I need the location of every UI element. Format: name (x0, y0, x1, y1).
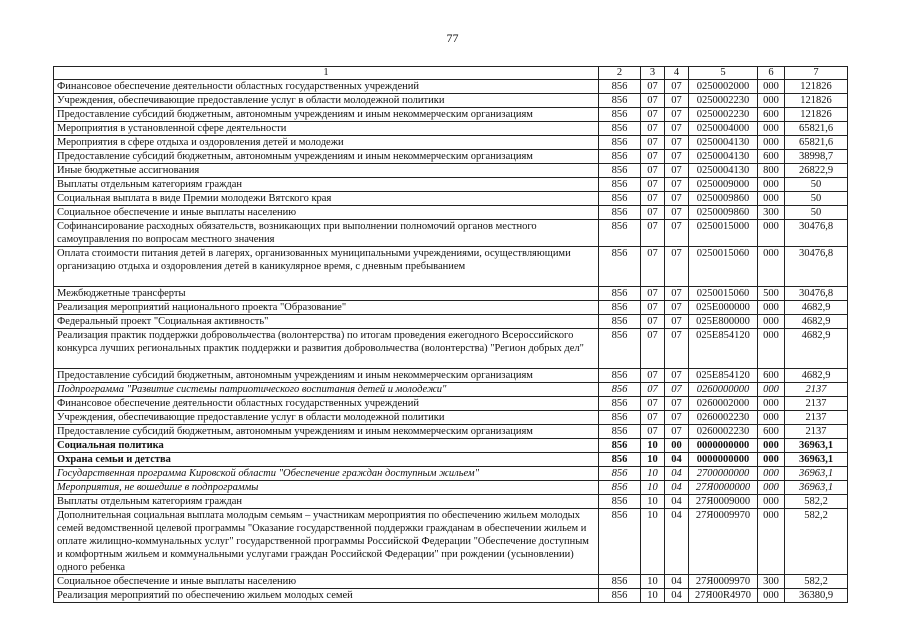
table-row (54, 122, 848, 136)
row-expense-type: 000 (758, 315, 785, 329)
table-row (54, 108, 848, 122)
row-expense-type: 000 (758, 589, 785, 603)
header-cell: 2 (599, 67, 641, 80)
header-cell: 1 (54, 67, 599, 80)
row-section: 07 (641, 178, 665, 192)
row-target-code: 0250004130 (689, 136, 758, 150)
row-subsection: 07 (665, 369, 689, 383)
row-expense-type: 600 (758, 150, 785, 164)
row-expense-type: 000 (758, 136, 785, 150)
row-amount: 36963,1 (785, 453, 848, 467)
page-number: 77 (446, 31, 459, 45)
row-amount: 30476,8 (785, 247, 848, 287)
table-row (54, 150, 848, 164)
row-name: Социальное обеспечение и иные выплаты населению (54, 206, 599, 220)
table-row (54, 220, 848, 247)
row-amount: 30476,8 (785, 220, 848, 247)
row-ved: 856 (599, 220, 641, 247)
row-section: 07 (641, 425, 665, 439)
row-ved: 856 (599, 397, 641, 411)
row-target-code: 0250004130 (689, 150, 758, 164)
row-amount: 4682,9 (785, 329, 848, 369)
row-expense-type: 300 (758, 575, 785, 589)
row-target-code: 27Я0000000 (689, 481, 758, 495)
row-amount: 582,2 (785, 575, 848, 589)
row-name: Учреждения, обеспечивающие предоставление услуг в области молодежной политики (54, 94, 599, 108)
row-section: 10 (641, 439, 665, 453)
row-target-code: 27Я0009000 (689, 495, 758, 509)
row-ved: 856 (599, 206, 641, 220)
row-target-code: 025E000000 (689, 301, 758, 315)
row-section: 10 (641, 575, 665, 589)
row-subsection: 07 (665, 192, 689, 206)
row-amount: 2137 (785, 397, 848, 411)
row-expense-type: 000 (758, 481, 785, 495)
row-section: 07 (641, 397, 665, 411)
row-ved: 856 (599, 509, 641, 575)
row-expense-type: 800 (758, 164, 785, 178)
row-amount: 50 (785, 178, 848, 192)
row-name: Социальная политика (54, 439, 599, 453)
row-name: Подпрограмма "Развитие системы патриотического воспитания детей и молодежи" (54, 383, 599, 397)
table-row (54, 247, 848, 287)
row-subsection: 07 (665, 122, 689, 136)
row-subsection: 04 (665, 575, 689, 589)
row-subsection: 07 (665, 206, 689, 220)
row-amount: 36963,1 (785, 467, 848, 481)
row-expense-type: 000 (758, 178, 785, 192)
row-ved: 856 (599, 164, 641, 178)
row-section: 07 (641, 136, 665, 150)
row-expense-type: 000 (758, 467, 785, 481)
row-name: Государственная программа Кировской области "Обеспечение граждан доступным жильем" (54, 467, 599, 481)
row-target-code: 0250009000 (689, 178, 758, 192)
row-amount: 50 (785, 192, 848, 206)
table-row (54, 369, 848, 383)
row-subsection: 00 (665, 439, 689, 453)
row-subsection: 04 (665, 453, 689, 467)
row-subsection: 07 (665, 80, 689, 94)
row-section: 07 (641, 301, 665, 315)
row-section: 07 (641, 206, 665, 220)
row-amount: 26822,9 (785, 164, 848, 178)
row-subsection: 07 (665, 94, 689, 108)
row-target-code: 0250009860 (689, 192, 758, 206)
row-amount: 121826 (785, 108, 848, 122)
row-amount: 2137 (785, 411, 848, 425)
row-section: 07 (641, 192, 665, 206)
header-cell: 4 (665, 67, 689, 80)
row-subsection: 07 (665, 164, 689, 178)
row-name: Иные бюджетные ассигнования (54, 164, 599, 178)
row-ved: 856 (599, 439, 641, 453)
row-expense-type: 000 (758, 397, 785, 411)
row-ved: 856 (599, 369, 641, 383)
row-section: 07 (641, 383, 665, 397)
row-name: Мероприятия в установленной сфере деятельности (54, 122, 599, 136)
row-name: Социальное обеспечение и иные выплаты населению (54, 575, 599, 589)
row-subsection: 07 (665, 397, 689, 411)
row-ved: 856 (599, 94, 641, 108)
row-target-code: 025E800000 (689, 315, 758, 329)
row-expense-type: 000 (758, 220, 785, 247)
row-subsection: 07 (665, 150, 689, 164)
row-target-code: 0000000000 (689, 439, 758, 453)
table-row (54, 575, 848, 589)
row-section: 07 (641, 287, 665, 301)
row-expense-type: 000 (758, 192, 785, 206)
row-name: Оплата стоимости питания детей в лагерях, организованных муниципальными учреждениями, осуществляющими организацию отдыха и оздоровления детей в каникулярное время, с дневным пребыванием (54, 247, 599, 287)
row-name: Финансовое обеспечение деятельности областных государственных учреждений (54, 80, 599, 94)
row-section: 10 (641, 467, 665, 481)
row-amount: 36963,1 (785, 439, 848, 453)
row-ved: 856 (599, 453, 641, 467)
row-section: 07 (641, 247, 665, 287)
header-cell: 3 (641, 67, 665, 80)
table-row (54, 136, 848, 150)
row-name: Предоставление субсидий бюджетным, автономным учреждениям и иным некоммерческим организациям (54, 108, 599, 122)
row-target-code: 0260002000 (689, 397, 758, 411)
row-section: 10 (641, 589, 665, 603)
row-expense-type: 000 (758, 94, 785, 108)
row-expense-type: 000 (758, 80, 785, 94)
row-section: 07 (641, 94, 665, 108)
row-ved: 856 (599, 80, 641, 94)
row-name: Реализация мероприятий национального проекта "Образование" (54, 301, 599, 315)
row-subsection: 07 (665, 329, 689, 369)
row-subsection: 04 (665, 495, 689, 509)
table-row (54, 509, 848, 575)
table-row (54, 315, 848, 329)
row-expense-type: 000 (758, 411, 785, 425)
row-target-code: 2700000000 (689, 467, 758, 481)
row-section: 07 (641, 369, 665, 383)
row-section: 07 (641, 108, 665, 122)
row-ved: 856 (599, 575, 641, 589)
row-amount: 50 (785, 206, 848, 220)
row-name: Мероприятия в сфере отдыха и оздоровления детей и молодежи (54, 136, 599, 150)
table-row (54, 206, 848, 220)
row-expense-type: 600 (758, 369, 785, 383)
row-amount: 582,2 (785, 495, 848, 509)
row-section: 07 (641, 80, 665, 94)
budget-table (53, 66, 848, 603)
row-ved: 856 (599, 178, 641, 192)
row-ved: 856 (599, 315, 641, 329)
row-ved: 856 (599, 247, 641, 287)
row-ved: 856 (599, 383, 641, 397)
row-name: Предоставление субсидий бюджетным, автономным учреждениям и иным некоммерческим организациям (54, 369, 599, 383)
row-amount: 36380,9 (785, 589, 848, 603)
row-expense-type: 000 (758, 301, 785, 315)
row-target-code: 0260000000 (689, 383, 758, 397)
row-amount: 38998,7 (785, 150, 848, 164)
table-row (54, 453, 848, 467)
row-section: 10 (641, 495, 665, 509)
table-row (54, 481, 848, 495)
row-target-code: 0250004130 (689, 164, 758, 178)
row-ved: 856 (599, 589, 641, 603)
row-target-code: 0250002230 (689, 94, 758, 108)
table-row (54, 329, 848, 369)
row-ved: 856 (599, 301, 641, 315)
row-expense-type: 000 (758, 509, 785, 575)
row-amount: 30476,8 (785, 287, 848, 301)
row-subsection: 07 (665, 136, 689, 150)
row-target-code: 0250002000 (689, 80, 758, 94)
row-section: 07 (641, 122, 665, 136)
row-amount: 2137 (785, 425, 848, 439)
row-amount: 4682,9 (785, 315, 848, 329)
row-name: Реализация мероприятий по обеспечению жильем молодых семей (54, 589, 599, 603)
row-amount: 36963,1 (785, 481, 848, 495)
row-target-code: 0250015000 (689, 220, 758, 247)
row-subsection: 07 (665, 287, 689, 301)
row-target-code: 0260002230 (689, 425, 758, 439)
row-target-code: 27Я00R4970 (689, 589, 758, 603)
row-ved: 856 (599, 122, 641, 136)
row-subsection: 07 (665, 220, 689, 247)
row-expense-type: 600 (758, 108, 785, 122)
table-row (54, 467, 848, 481)
row-subsection: 04 (665, 467, 689, 481)
row-name: Выплаты отдельным категориям граждан (54, 495, 599, 509)
row-ved: 856 (599, 495, 641, 509)
row-name: Охрана семьи и детства (54, 453, 599, 467)
row-target-code: 025E854120 (689, 369, 758, 383)
row-target-code: 0250015060 (689, 287, 758, 301)
row-name: Учреждения, обеспечивающие предоставление услуг в области молодежной политики (54, 411, 599, 425)
row-amount: 4682,9 (785, 301, 848, 315)
row-subsection: 07 (665, 411, 689, 425)
table-row (54, 589, 848, 603)
row-expense-type: 000 (758, 383, 785, 397)
row-ved: 856 (599, 329, 641, 369)
row-amount: 65821,6 (785, 122, 848, 136)
row-ved: 856 (599, 192, 641, 206)
row-subsection: 04 (665, 509, 689, 575)
row-target-code: 0260002230 (689, 411, 758, 425)
row-subsection: 07 (665, 247, 689, 287)
row-subsection: 07 (665, 425, 689, 439)
row-subsection: 04 (665, 589, 689, 603)
row-ved: 856 (599, 425, 641, 439)
row-target-code: 27Я0009970 (689, 575, 758, 589)
row-amount: 4682,9 (785, 369, 848, 383)
row-name: Дополнительная социальная выплата молодым семьям – участникам мероприятия по обеспечению жильем молодых семей ведомственной целевой программы "Оказание государственной поддержки гражданам в обеспечении жильем и оплате жилищно-коммунальных услуг" государственной программы Российской Федерации "Обеспечение доступным и комфортным жильем и коммунальными услугами граждан Российской Федерации" при рождении (усыновлении) одного ребенка (54, 509, 599, 575)
table-row (54, 411, 848, 425)
row-name: Федеральный проект "Социальная активность" (54, 315, 599, 329)
row-subsection: 07 (665, 178, 689, 192)
row-name: Предоставление субсидий бюджетным, автономным учреждениям и иным некоммерческим организациям (54, 150, 599, 164)
row-subsection: 07 (665, 383, 689, 397)
row-ved: 856 (599, 287, 641, 301)
row-target-code: 0250015060 (689, 247, 758, 287)
row-expense-type: 000 (758, 439, 785, 453)
row-subsection: 04 (665, 481, 689, 495)
table-row (54, 439, 848, 453)
row-ved: 856 (599, 136, 641, 150)
header-cell: 6 (758, 67, 785, 80)
row-amount: 121826 (785, 94, 848, 108)
row-subsection: 07 (665, 108, 689, 122)
row-section: 10 (641, 481, 665, 495)
row-section: 10 (641, 453, 665, 467)
row-expense-type: 600 (758, 425, 785, 439)
row-expense-type: 000 (758, 247, 785, 287)
row-subsection: 07 (665, 315, 689, 329)
table-row (54, 425, 848, 439)
row-name: Выплаты отдельным категориям граждан (54, 178, 599, 192)
row-ved: 856 (599, 150, 641, 164)
header-cell: 7 (785, 67, 848, 80)
row-amount: 121826 (785, 80, 848, 94)
row-section: 07 (641, 150, 665, 164)
row-target-code: 0000000000 (689, 453, 758, 467)
table-row (54, 495, 848, 509)
header-row (54, 67, 848, 80)
row-target-code: 27Я0009970 (689, 509, 758, 575)
row-section: 07 (641, 329, 665, 369)
row-section: 10 (641, 509, 665, 575)
row-ved: 856 (599, 108, 641, 122)
table-row (54, 178, 848, 192)
row-ved: 856 (599, 467, 641, 481)
table-row (54, 383, 848, 397)
row-section: 07 (641, 164, 665, 178)
row-ved: 856 (599, 411, 641, 425)
table-row (54, 164, 848, 178)
table-row (54, 94, 848, 108)
row-name: Предоставление субсидий бюджетным, автономным учреждениям и иным некоммерческим организациям (54, 425, 599, 439)
row-target-code: 025E854120 (689, 329, 758, 369)
row-name: Межбюджетные трансферты (54, 287, 599, 301)
row-name: Софинансирование расходных обязательств, возникающих при выполнении полномочий органов местного самоуправления по вопросам местного значения (54, 220, 599, 247)
row-expense-type: 000 (758, 122, 785, 136)
row-amount: 582,2 (785, 509, 848, 575)
table-row (54, 301, 848, 315)
row-ved: 856 (599, 481, 641, 495)
table-row (54, 287, 848, 301)
row-name: Мероприятия, не вошедшие в подпрограммы (54, 481, 599, 495)
row-target-code: 0250004000 (689, 122, 758, 136)
row-section: 07 (641, 411, 665, 425)
row-expense-type: 000 (758, 329, 785, 369)
row-section: 07 (641, 220, 665, 247)
row-name: Социальная выплата в виде Премии молодежи Вятского края (54, 192, 599, 206)
table-row (54, 192, 848, 206)
row-expense-type: 300 (758, 206, 785, 220)
row-amount: 2137 (785, 383, 848, 397)
row-target-code: 0250002230 (689, 108, 758, 122)
table-row (54, 80, 848, 94)
row-name: Финансовое обеспечение деятельности областных государственных учреждений (54, 397, 599, 411)
row-subsection: 07 (665, 301, 689, 315)
header-cell: 5 (689, 67, 758, 80)
row-section: 07 (641, 315, 665, 329)
row-target-code: 0250009860 (689, 206, 758, 220)
row-amount: 65821,6 (785, 136, 848, 150)
row-expense-type: 500 (758, 287, 785, 301)
row-expense-type: 000 (758, 495, 785, 509)
row-expense-type: 000 (758, 453, 785, 467)
table-row (54, 397, 848, 411)
row-name: Реализация практик поддержки добровольчества (волонтерства) по итогам проведения ежегодного Всероссийского конкурса лучших региональных практик поддержки и развития добровольчества (волонтерства) "Регион добрых дел" (54, 329, 599, 369)
